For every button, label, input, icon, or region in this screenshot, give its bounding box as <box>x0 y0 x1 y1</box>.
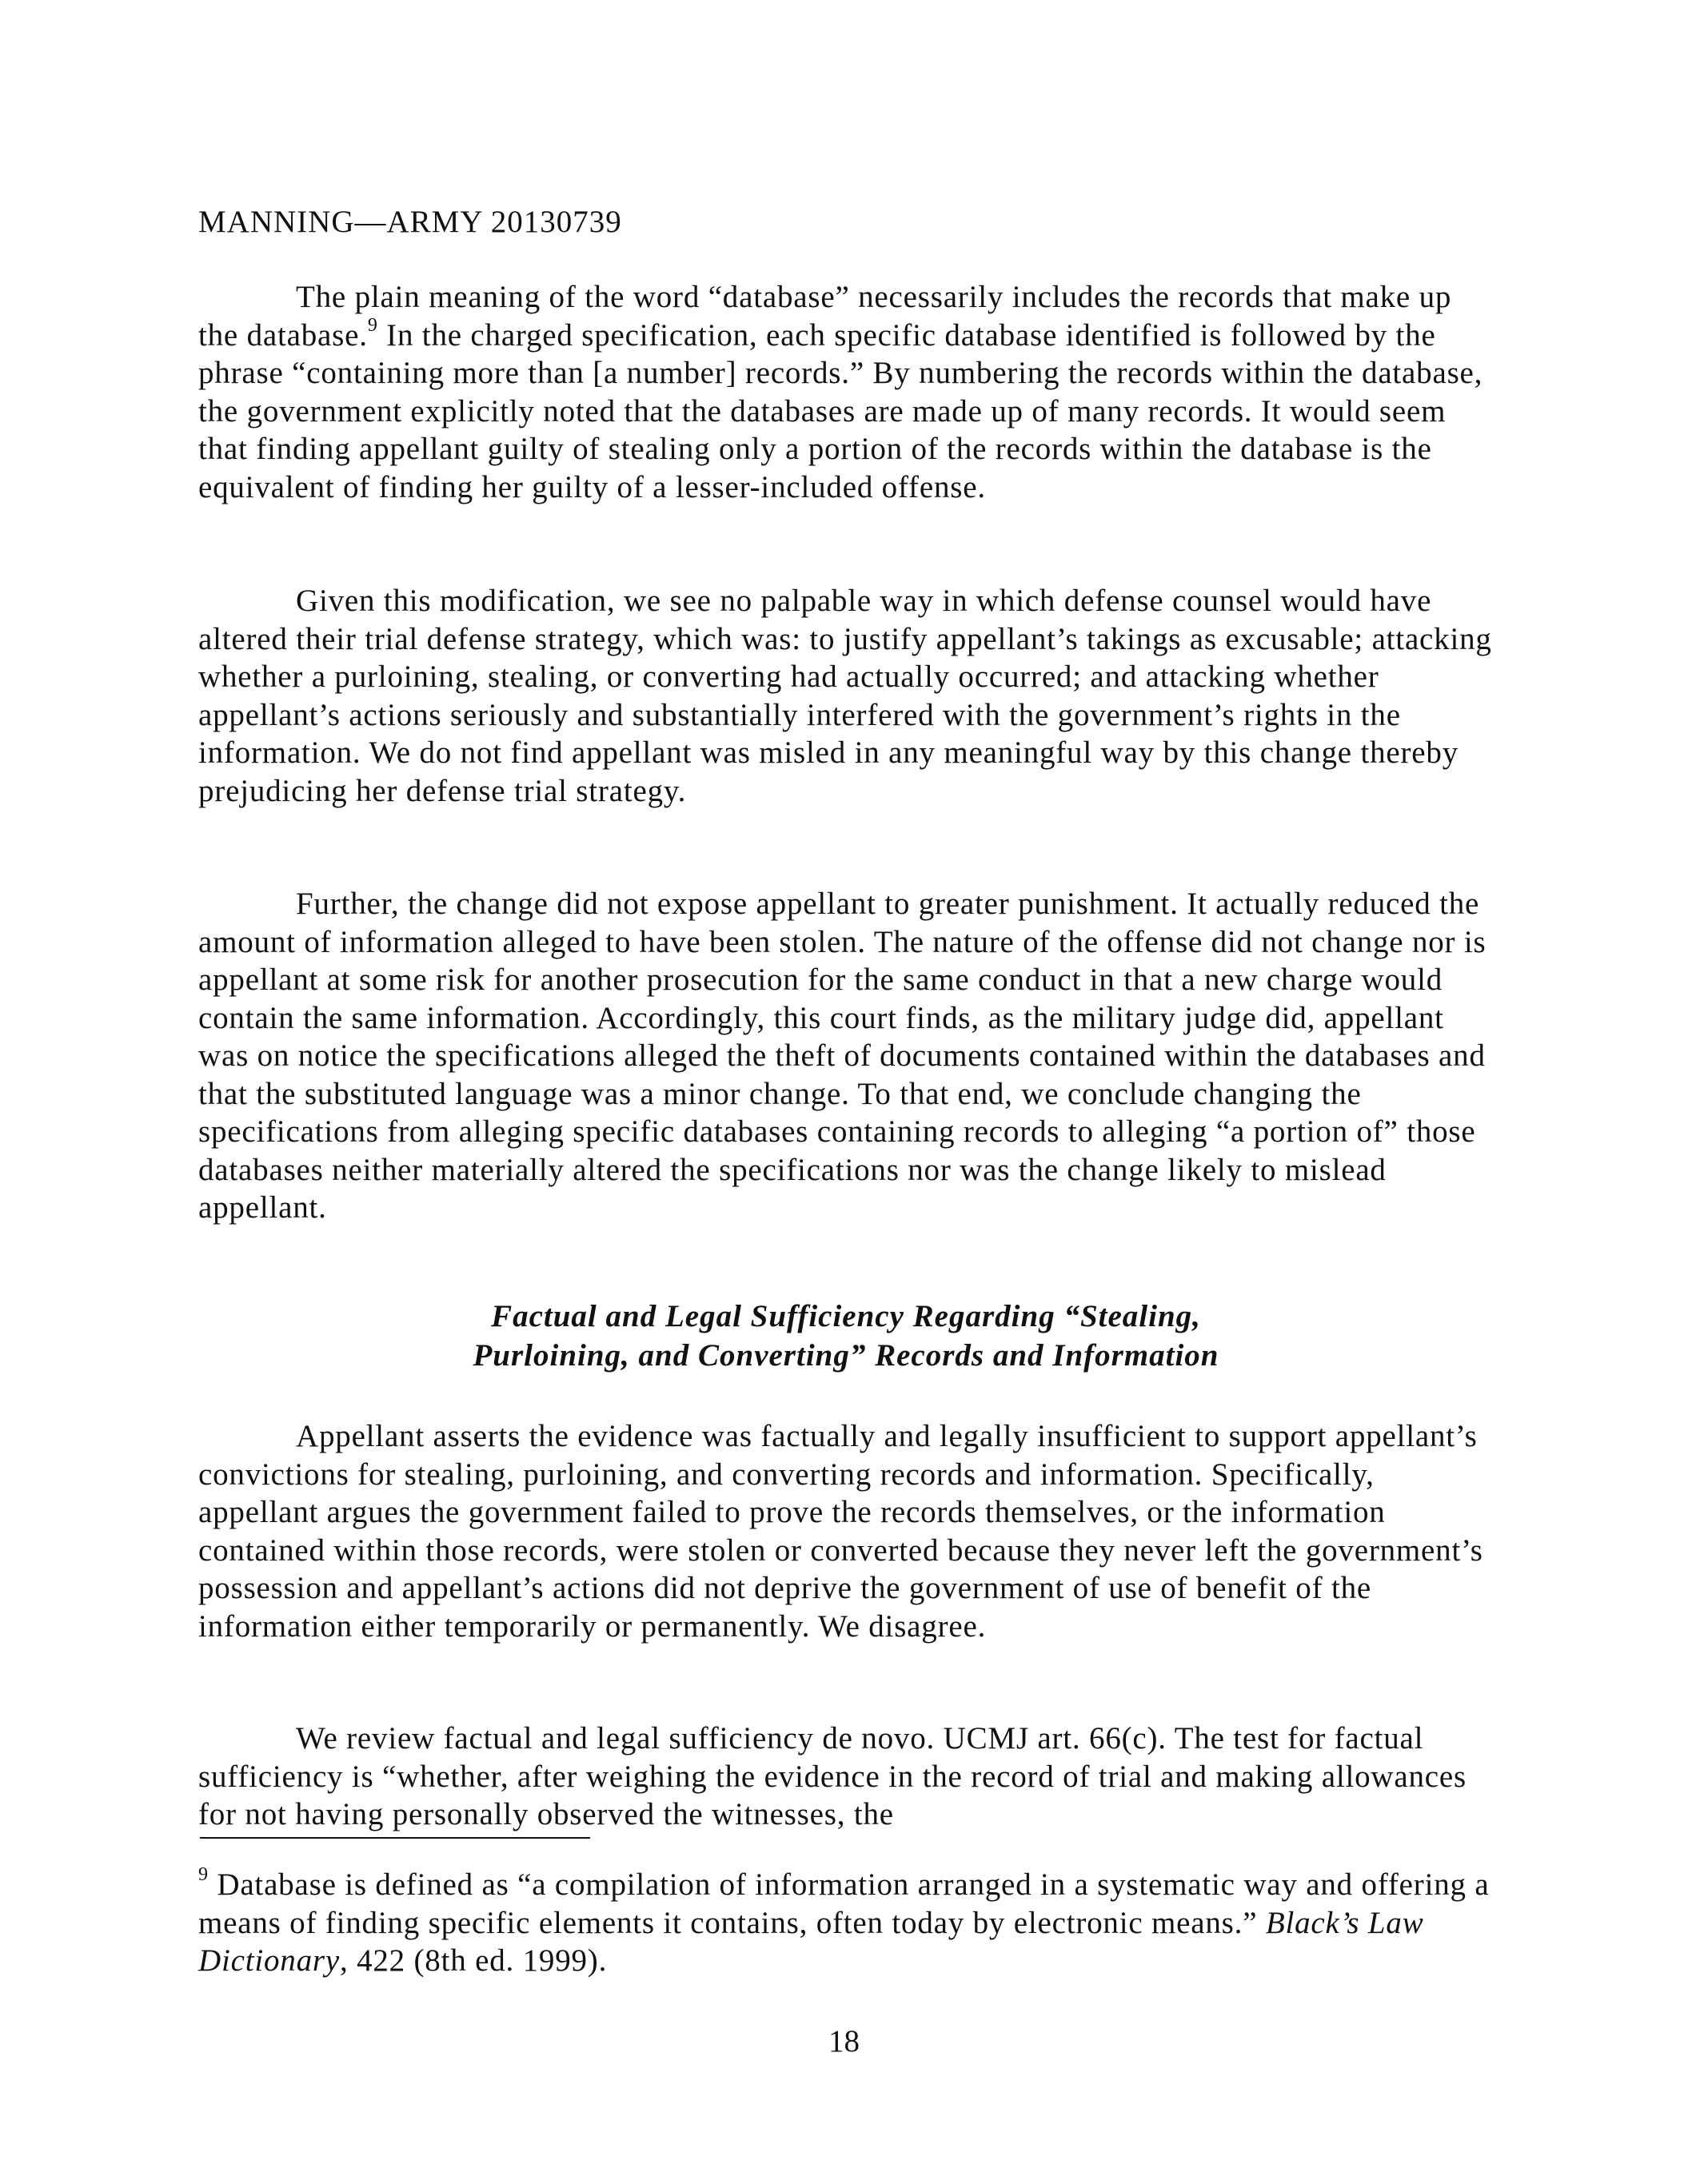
paragraph-defense-strategy: Given this modification, we see no palpable way in which defense counsel would have altered their trial defense strategy, which was: to justify appellant’s takings as excusable; attacking whether a purloining, stealing, or converting had actually occurred; and attacking whether appellant’s actions seriously and substantially interfered with the government’s rights in the information. We do not find appellant was misled in any meaningful way by this change thereby prejudicing her defense trial strategy. <box>198 584 1492 808</box>
footnote-text: Database is defined as “a compilation of information arranged in a systematic way and offering a means of finding specific elements it contains, often today by electronic means.” <box>198 1867 1490 1940</box>
footnote-marker: 9 <box>198 1864 209 1885</box>
running-header: MANNING—ARMY 20130739 <box>198 205 622 239</box>
page-number: 18 <box>828 2024 860 2058</box>
paragraph-database-meaning <box>198 278 1494 506</box>
section-heading <box>198 1297 1494 1375</box>
paragraph-text: The plain meaning of the word “database” necessarily includes the records that make up the database. <box>198 280 1452 353</box>
paragraph-appellant-assertion: Appellant asserts the evidence was factually and legally insufficient to support appellant’s convictions for stealing, purloining, and converting records and information. Specifically, appellant argues the government failed to prove the records themselves, or the information contained within those records, were stolen or converted because they never left the government’s possession and appellant’s actions did not deprive the government of use of benefit of the information either temporarily or permanently. We disagree. <box>198 1419 1483 1644</box>
paragraph-standard-of-review: We review factual and legal sufficiency de novo. UCMJ art. 66(c). The test for factual sufficiency is “whether, after weighing the evidence in the record of trial and making allowances for not having personally observed the witnesses, the <box>198 1721 1467 1831</box>
footnote-divider <box>200 1837 590 1839</box>
footnote-reference: 9 <box>367 314 378 336</box>
section-heading-line: Factual and Legal Sufficiency Regarding “Stealing, <box>491 1299 1201 1333</box>
footnote <box>198 1866 1494 1980</box>
paragraph-text: In the charged specification, each specific database identified is followed by the phrase “containing more than [a number] records.” By numbering the records within the database, the government explicitly noted that the databases are made up of many records. It would seem that finding appellant guilty of stealing only a portion of the records within the database is the equivalent of finding her guilty of a lesser-included offense. <box>198 317 1483 504</box>
footnote-citation-title: Black’s Law Dictionary <box>198 1905 1424 1978</box>
section-heading-line: Purloining, and Converting” Records and Information <box>473 1338 1219 1373</box>
footnote-text: , 422 (8th ed. 1999). <box>339 1943 608 1978</box>
paragraph-punishment: Further, the change did not expose appellant to greater punishment. It actually reduced the amount of information alleged to have been stolen. The nature of the offense did not change nor is appellant at some risk for another prosecution for the same conduct in that a new charge would contain the same information. Accordingly, this court finds, as the military judge did, appellant was on notice the specifications alleged the theft of documents contained within the databases and that the substituted language was a minor change. To that end, we conclude changing the specifications from alleging specific databases containing records to alleging “a portion of” those databases neither materially altered the specifications nor was the change likely to mislead appellant. <box>198 887 1486 1225</box>
